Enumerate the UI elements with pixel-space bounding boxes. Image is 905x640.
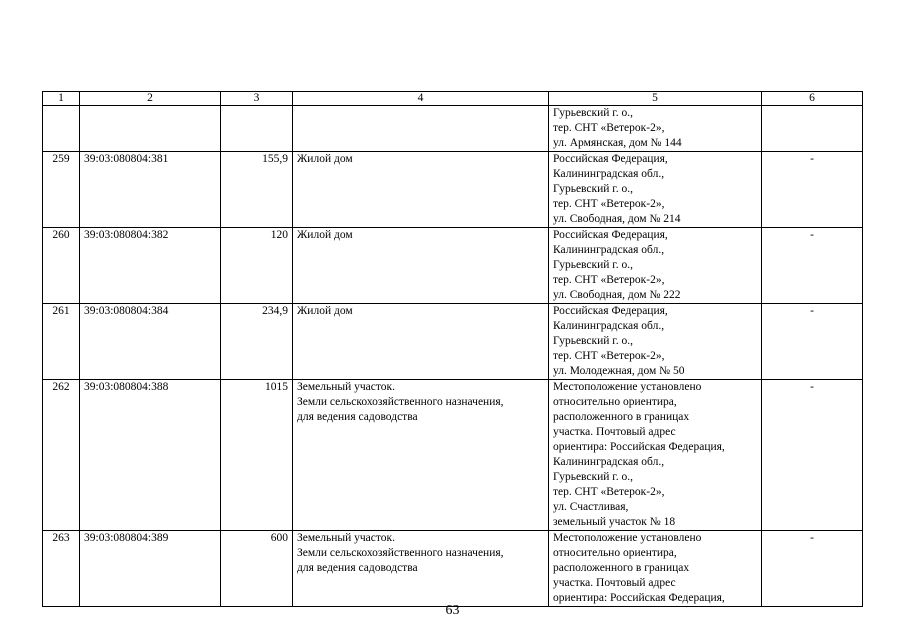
cell-area: 600 [221,531,293,607]
continuation-row [43,106,863,152]
desc-line: для ведения садоводства [297,562,418,574]
registry-table [42,91,863,607]
address-line: Местоположение установлено [553,381,702,393]
cell-desc [293,531,549,607]
cell-mark: - [762,531,863,607]
header-row [43,92,863,106]
desc-line: Земельный участок. [297,532,395,544]
address-line: Местоположение установлено [553,532,702,544]
address-line: Российская Федерация, [553,305,668,317]
cell-address [549,380,762,531]
cell-num: 260 [43,228,80,304]
col-header-5: 5 [549,92,762,106]
cell-desc [293,380,549,531]
address-line: ул. Свободная, дом № 222 [553,289,681,301]
address-line: участка. Почтовый адрес [553,426,676,438]
desc-line: Земельный участок. [297,381,395,393]
cell-cadastral: 39:03:080804:381 [80,152,221,228]
address-line: ул. Счастливая, [553,501,629,513]
col-header-6: 6 [762,92,863,106]
col-header-4: 4 [293,92,549,106]
desc-line: Земли сельскохозяйственного назначения, [297,396,504,408]
address-line: относительно ориентира, [553,547,677,559]
desc-line: Жилой дом [297,153,353,165]
address-line: ул. Молодежная, дом № 50 [553,365,685,377]
table-row [43,531,863,607]
address-line: тер. СНТ «Ветерок-2», [553,122,665,134]
cell-cadastral: 39:03:080804:384 [80,304,221,380]
address-line: расположенного в границах [553,411,690,423]
cell-desc [293,228,549,304]
cell-desc [293,304,549,380]
cell-num: 259 [43,152,80,228]
desc-line: Земли сельскохозяйственного назначения, [297,547,504,559]
cell-cadastral: 39:03:080804:382 [80,228,221,304]
address-line: Калининградская обл., [553,456,665,468]
cell-address [549,152,762,228]
address-line: расположенного в границах [553,562,690,574]
cell-num: 262 [43,380,80,531]
address-line: тер. СНТ «Ветерок-2», [553,198,665,210]
cell-area: 1015 [221,380,293,531]
cell-mark: - [762,228,863,304]
cell-num: 261 [43,304,80,380]
address-line: ориентира: Российская Федерация, [553,441,725,453]
cell-area: 234,9 [221,304,293,380]
cell-desc [293,106,549,152]
address-line: Калининградская обл., [553,168,665,180]
desc-line: для ведения садоводства [297,411,418,423]
cell-cadastral [80,106,221,152]
address-line: тер. СНТ «Ветерок-2», [553,274,665,286]
cell-mark: - [762,380,863,531]
address-line: Калининградская обл., [553,320,665,332]
col-header-3: 3 [221,92,293,106]
col-header-2: 2 [80,92,221,106]
cell-mark: - [762,304,863,380]
col-header-1: 1 [43,92,80,106]
cell-address [549,106,762,152]
desc-line: Жилой дом [297,305,353,317]
desc-line: Жилой дом [297,229,353,241]
cell-area: 120 [221,228,293,304]
cell-address [549,228,762,304]
cell-mark: - [762,152,863,228]
address-line: участка. Почтовый адрес [553,577,676,589]
table-row [43,228,863,304]
address-line: ул. Свободная, дом № 214 [553,213,681,225]
page-number: 63 [445,603,460,618]
address-line: тер. СНТ «Ветерок-2», [553,486,665,498]
cell-mark [762,106,863,152]
address-line: Калининградская обл., [553,244,665,256]
address-line: Гурьевский г. о., [553,107,633,119]
cell-address [549,531,762,607]
address-line: земельный участок № 18 [553,516,676,528]
address-line: Российская Федерация, [553,153,668,165]
table-row [43,304,863,380]
table-row [43,152,863,228]
cell-area: 155,9 [221,152,293,228]
cell-cadastral: 39:03:080804:389 [80,531,221,607]
cell-cadastral: 39:03:080804:388 [80,380,221,531]
cell-num [43,106,80,152]
address-line: Гурьевский г. о., [553,471,633,483]
address-line: Гурьевский г. о., [553,259,633,271]
address-line: Гурьевский г. о., [553,335,633,347]
address-line: относительно ориентира, [553,396,677,408]
cell-area [221,106,293,152]
address-line: ориентира: Российская Федерация, [553,592,725,604]
address-line: Гурьевский г. о., [553,183,633,195]
table-row [43,380,863,531]
cell-num: 263 [43,531,80,607]
cell-address [549,304,762,380]
address-line: Российская Федерация, [553,229,668,241]
cell-desc [293,152,549,228]
address-line: ул. Армянская, дом № 144 [553,137,682,149]
address-line: тер. СНТ «Ветерок-2», [553,350,665,362]
